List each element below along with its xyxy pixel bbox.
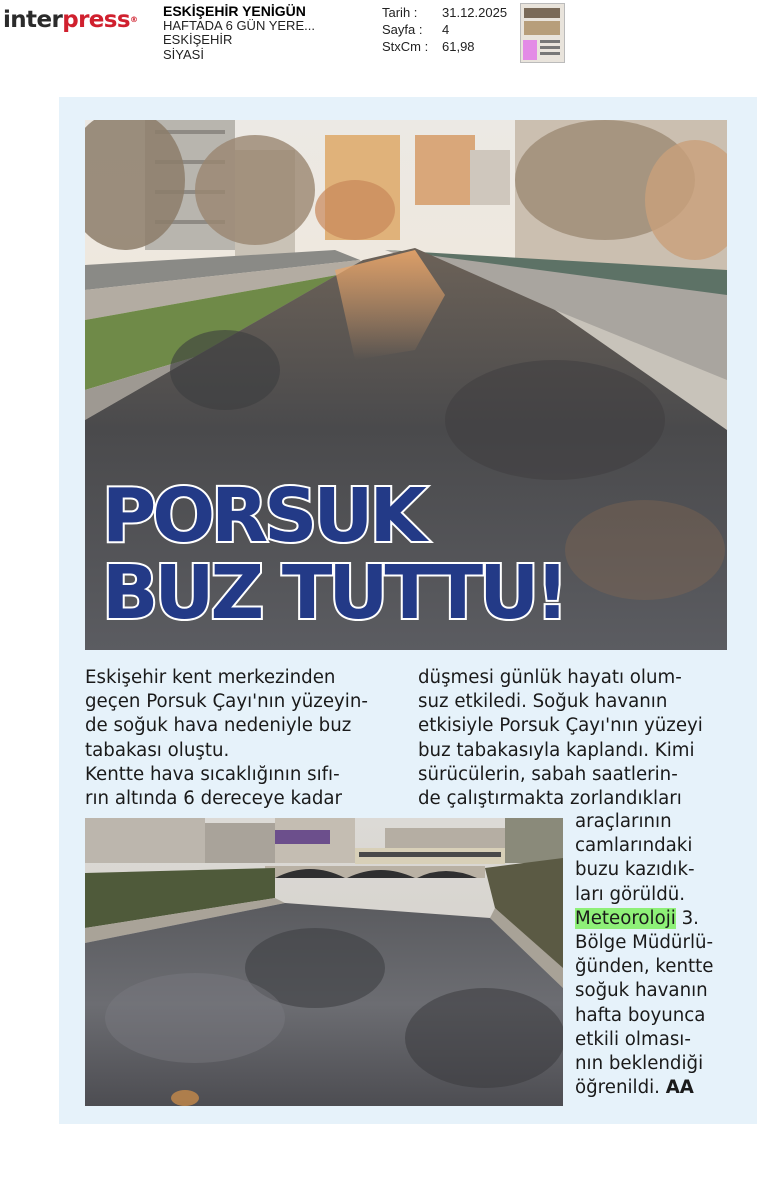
date-label: Tarih : [382, 5, 418, 20]
text-line: düşmesi günlük hayatı olum- [418, 667, 682, 688]
highlighted-keyword: Meteoroloji [575, 907, 676, 929]
stxcm-label: StxCm : [382, 39, 429, 54]
date-value: 31.12.2025 [442, 5, 508, 20]
text-line: Bölge Müdürlü- [575, 932, 714, 954]
article-column-3 [575, 810, 735, 1100]
agency-signature: AA [665, 1077, 694, 1099]
text-line: buzu kazıdık- [575, 859, 695, 881]
text-line: soğuk havanın [575, 980, 708, 1002]
text-line: hafta boyunca [575, 1004, 706, 1026]
text-line: rın altında 6 dereceye kadar [85, 788, 343, 810]
page-label: Sayfa : [382, 22, 423, 37]
text-line-last [575, 1076, 735, 1100]
text-line: etkili olması- [575, 1028, 691, 1050]
text-line: etkisiyle Porsuk Çayı'nın yüzeyi [418, 715, 703, 737]
text-line: geçen Porsuk Çayı'nın yüzeyin- [85, 691, 368, 713]
text-line: de çalıştırmakta zorlandıkları [418, 788, 682, 810]
headline [102, 473, 565, 636]
meta-date-row [382, 4, 507, 21]
river-bridge-photo [85, 818, 563, 1106]
registered-mark: ® [130, 15, 138, 24]
publication-name: ESKİŞEHİR YENİGÜN [163, 3, 306, 19]
headline-line-1: PORSUK [102, 473, 423, 559]
article-column-2 [418, 666, 728, 811]
logo-text-press: press [62, 7, 130, 33]
text-line: de soğuk hava nedeniyle buz [85, 715, 352, 737]
publication-frequency: HAFTADA 6 GÜN YERE... [163, 17, 315, 33]
article-column-1 [85, 666, 405, 811]
meta-page-row [382, 21, 507, 38]
page-thumbnail-icon[interactable] [520, 3, 565, 63]
logo-text-inter: inter [3, 7, 63, 33]
meta-stxcm-row [382, 38, 507, 55]
text-line: tabakası oluştu. [85, 739, 230, 761]
text-line: araçlarının [575, 811, 672, 832]
clipping-meta [382, 4, 507, 55]
text-line: Eskişehir kent merkezinden [85, 667, 336, 688]
publication-city: ESKİŞEHİR [163, 32, 233, 47]
text-line-highlight [575, 907, 735, 931]
text-line: suz etkiledi. Soğuk havanın [418, 691, 668, 713]
text-line: Kentte hava sıcaklığının sıfı- [85, 763, 340, 785]
text-line: ları görüldü. [575, 883, 686, 905]
last-line-text: öğrenildi. [575, 1077, 666, 1099]
stxcm-value: 61,98 [442, 39, 475, 54]
text-line: buz tabakasıyla kaplandı. Kimi [418, 739, 695, 761]
text-line: camlarındaki [575, 835, 693, 857]
text-line: sürücülerin, sabah saatlerin- [418, 763, 678, 785]
page-value: 4 [442, 22, 450, 37]
text-line: nın beklendiği [575, 1053, 704, 1075]
highlight-rest: 3. [675, 907, 699, 929]
text-line: ğünden, kentte [575, 956, 714, 978]
interpress-logo [3, 6, 137, 34]
publication-section: SİYASİ [163, 46, 204, 62]
headline-line-2: BUZ TUTTU! [102, 550, 565, 636]
publication-info [163, 4, 315, 62]
